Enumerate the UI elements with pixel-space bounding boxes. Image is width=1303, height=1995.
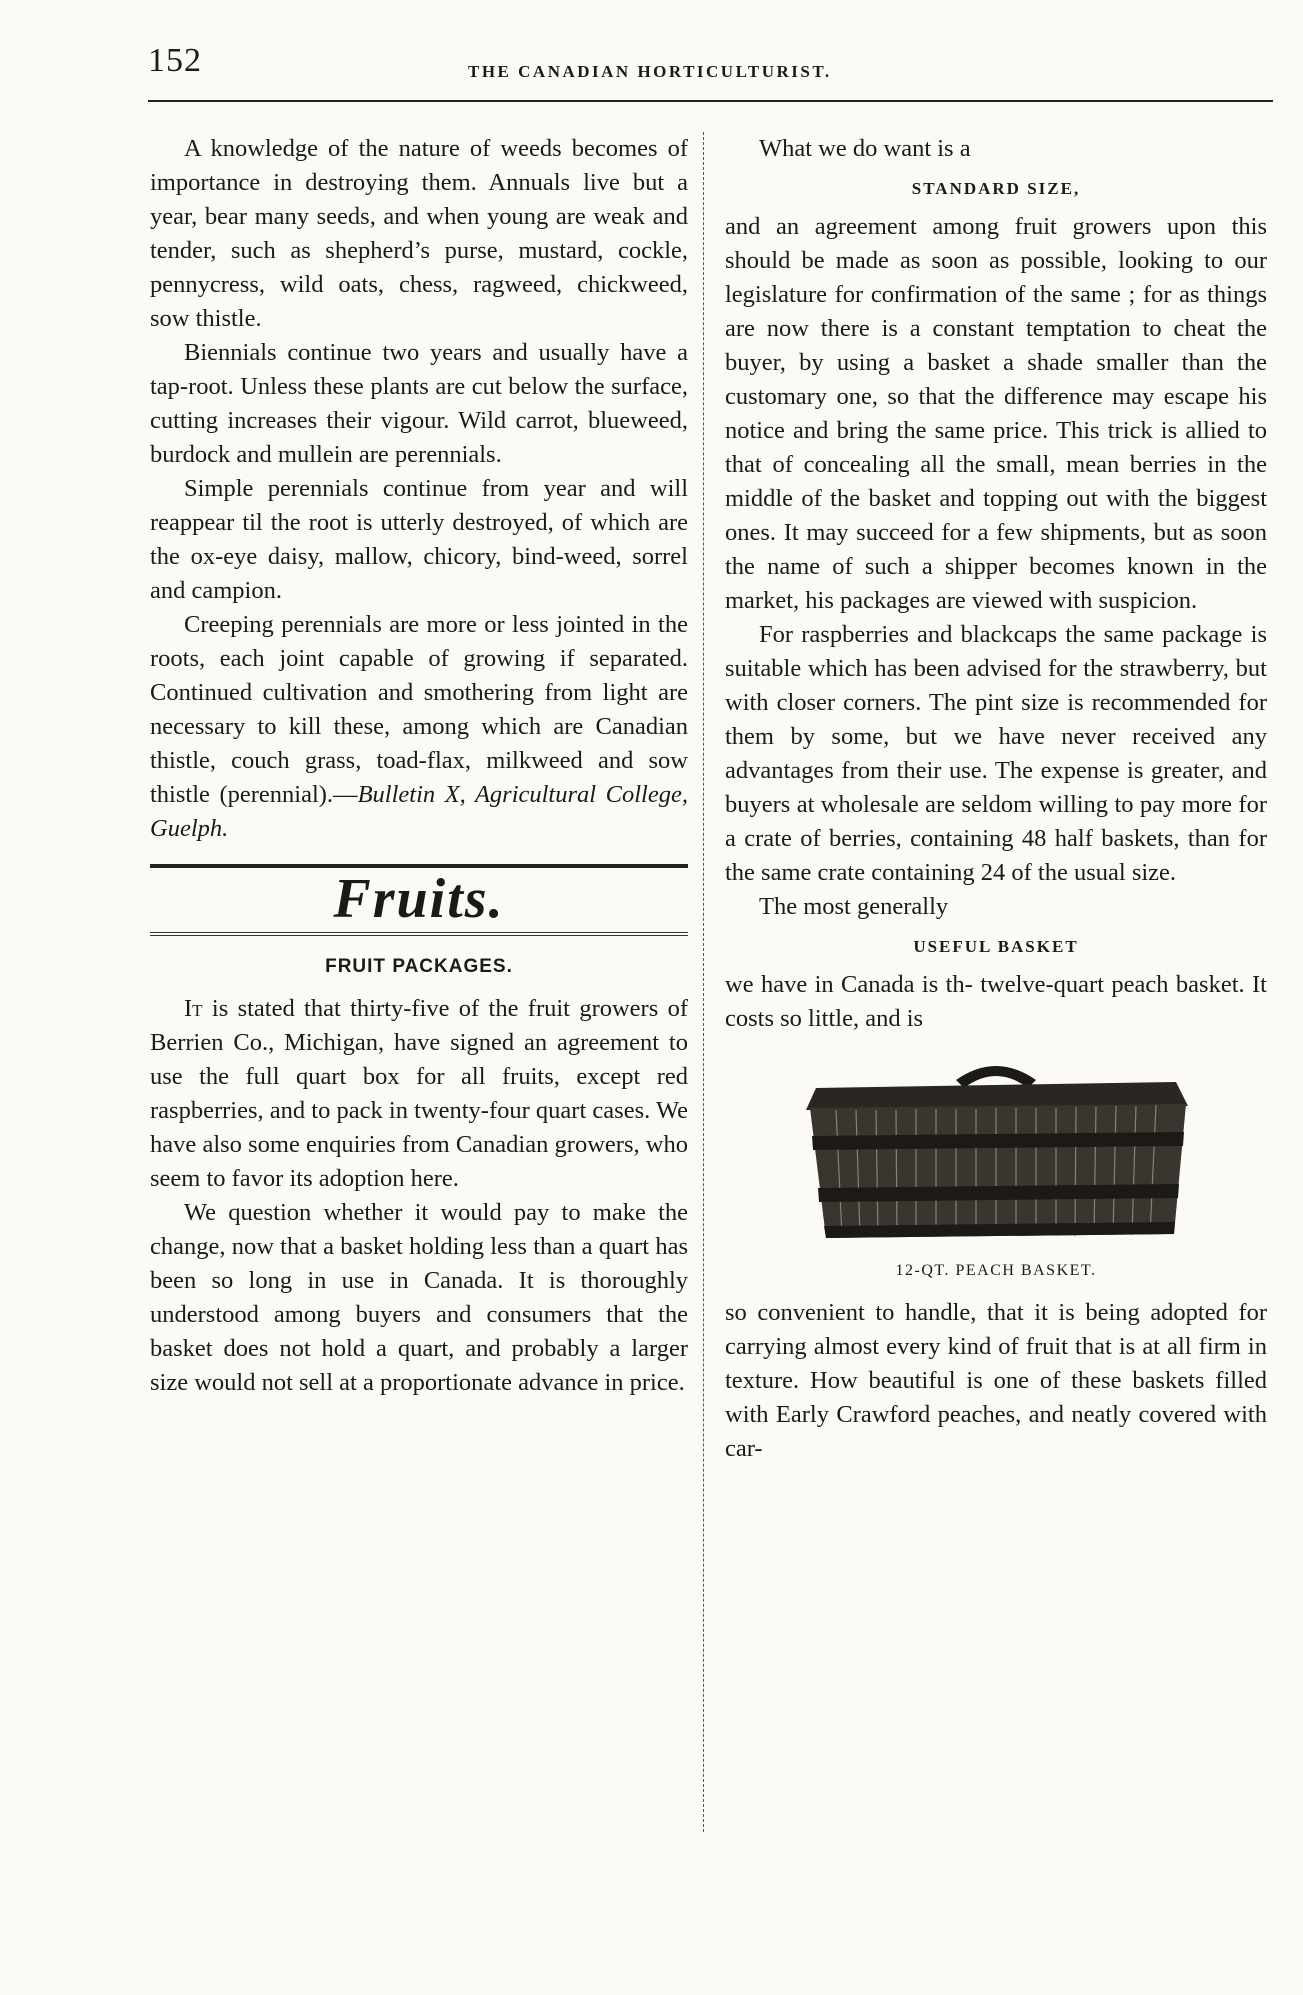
figure-caption: 12-QT. PEACH BASKET. (895, 1262, 1097, 1279)
header-rule (148, 100, 1273, 102)
useful-basket-intro: The most generally (759, 893, 949, 920)
dropcap-lead: It (184, 995, 203, 1022)
useful-basket-heading: USEFUL BASKET (913, 937, 1079, 956)
right-column (725, 132, 1267, 1466)
basket-continued-paragraph: so convenient to handle, that it is being adopted for carrying almost every kind of fruit that is at all firm in texture. How beautiful is one of these baskets filled with Early Crawford peaches, and neatly covered with car- (725, 1299, 1267, 1462)
section-rule-bottom-2 (150, 935, 688, 936)
raspberries-paragraph: For raspberries and blackcaps the same package is suitable which has been advised for the strawberry, but with closer corners. The pint size is recommended for them by some, but we have never received any advantages from their use. The expense is greater, and buyers at wholesale are seldom willing to pay more for a crate of berries, containing 48 half baskets, than for the same crate containing 24 of the usual size. (725, 621, 1267, 886)
column-divider (703, 132, 704, 1832)
packages-paragraph-1-text: is stated that thirty-five of the fruit growers of Berrien Co., Michigan, have signed an agreement to use the full quart box for all fruits, except red raspberries, and to pack in twenty-four quart cases. We have also some enquiries from Canadian growers, who seem to favor its adoption here. (150, 995, 688, 1192)
useful-basket-paragraph: we have in Canada is th‑ twelve-quart peach basket. It costs so little, and is (725, 971, 1267, 1032)
packages-paragraph-1 (150, 992, 688, 1196)
section-rule-bottom-1 (150, 932, 688, 933)
standard-size-heading: STANDARD SIZE, (911, 179, 1081, 198)
left-column (150, 132, 688, 1400)
running-title: THE CANADIAN HORTICULTURIST. (468, 62, 832, 81)
fruit-packages-heading: FRUIT PACKAGES. (325, 956, 513, 977)
weeds-paragraph-4-text: Creeping perennials are more or less jointed in the roots, each joint capable of growing if separated. Continued cultivation and smothering from light are necessary to kill these, among which are Canadian thistle, couch grass, toad-flax, milkweed and sow thistle (perennial).— (150, 611, 688, 808)
page-number: 152 (148, 42, 202, 79)
weeds-paragraph-3: Simple perennials continue from year and will reappear til the root is utterly destroyed, of which are the ox-eye daisy, mallow, chicory, bind-weed, sorrel and campion. (150, 475, 688, 604)
packages-paragraph-2: We question whether it would pay to make the change, now that a basket holding less than a quart has been so long in use in Canada. It is thoroughly understood among buyers and consumers that the basket does not hold a quart, and probably a larger size would not sell at a proportionate advance in price. (150, 1199, 688, 1396)
weeds-paragraph-1: A knowledge of the nature of weeds becomes of importance in destroying them. Annuals live but a year, bear many seeds, and when young are weak and tender, such as shepherd’s purse, mustard, cockle, pennycress, wild oats, chess, ragweed, chickweed, sow thistle. (150, 135, 688, 332)
bulletin-citation: Bulletin X, Agricultural College, Guelph. (150, 781, 688, 842)
fruits-section-title: Fruits. (333, 868, 505, 930)
standard-size-paragraph: and an agreement among fruit growers upon this should be made as soon as possible, looking to our legislature for confirmation of the same ; for as things are now there is a constant temptation to cheat the buyer, by using a basket a shade smaller than the customary one, so that the difference may escape his notice and bring the same price. This trick is allied to that of concealing all the small, mean berries in the middle of the basket and topping out with the biggest ones. It may succeed for a few shipments, but as soon the name of such a shipper becomes known in the market, his packages are viewed with suspicion. (725, 213, 1267, 614)
peach-basket-illustration (796, 1058, 1196, 1246)
standard-size-intro: What we do want is a (759, 135, 971, 162)
weeds-paragraph-4 (150, 608, 688, 846)
weeds-paragraph-2: Biennials continue two years and usually have a tap-root. Unless these plants are cut below the surface, cutting increases their vigour. Wild carrot, blueweed, burdock and mullein are perennials. (150, 339, 688, 468)
